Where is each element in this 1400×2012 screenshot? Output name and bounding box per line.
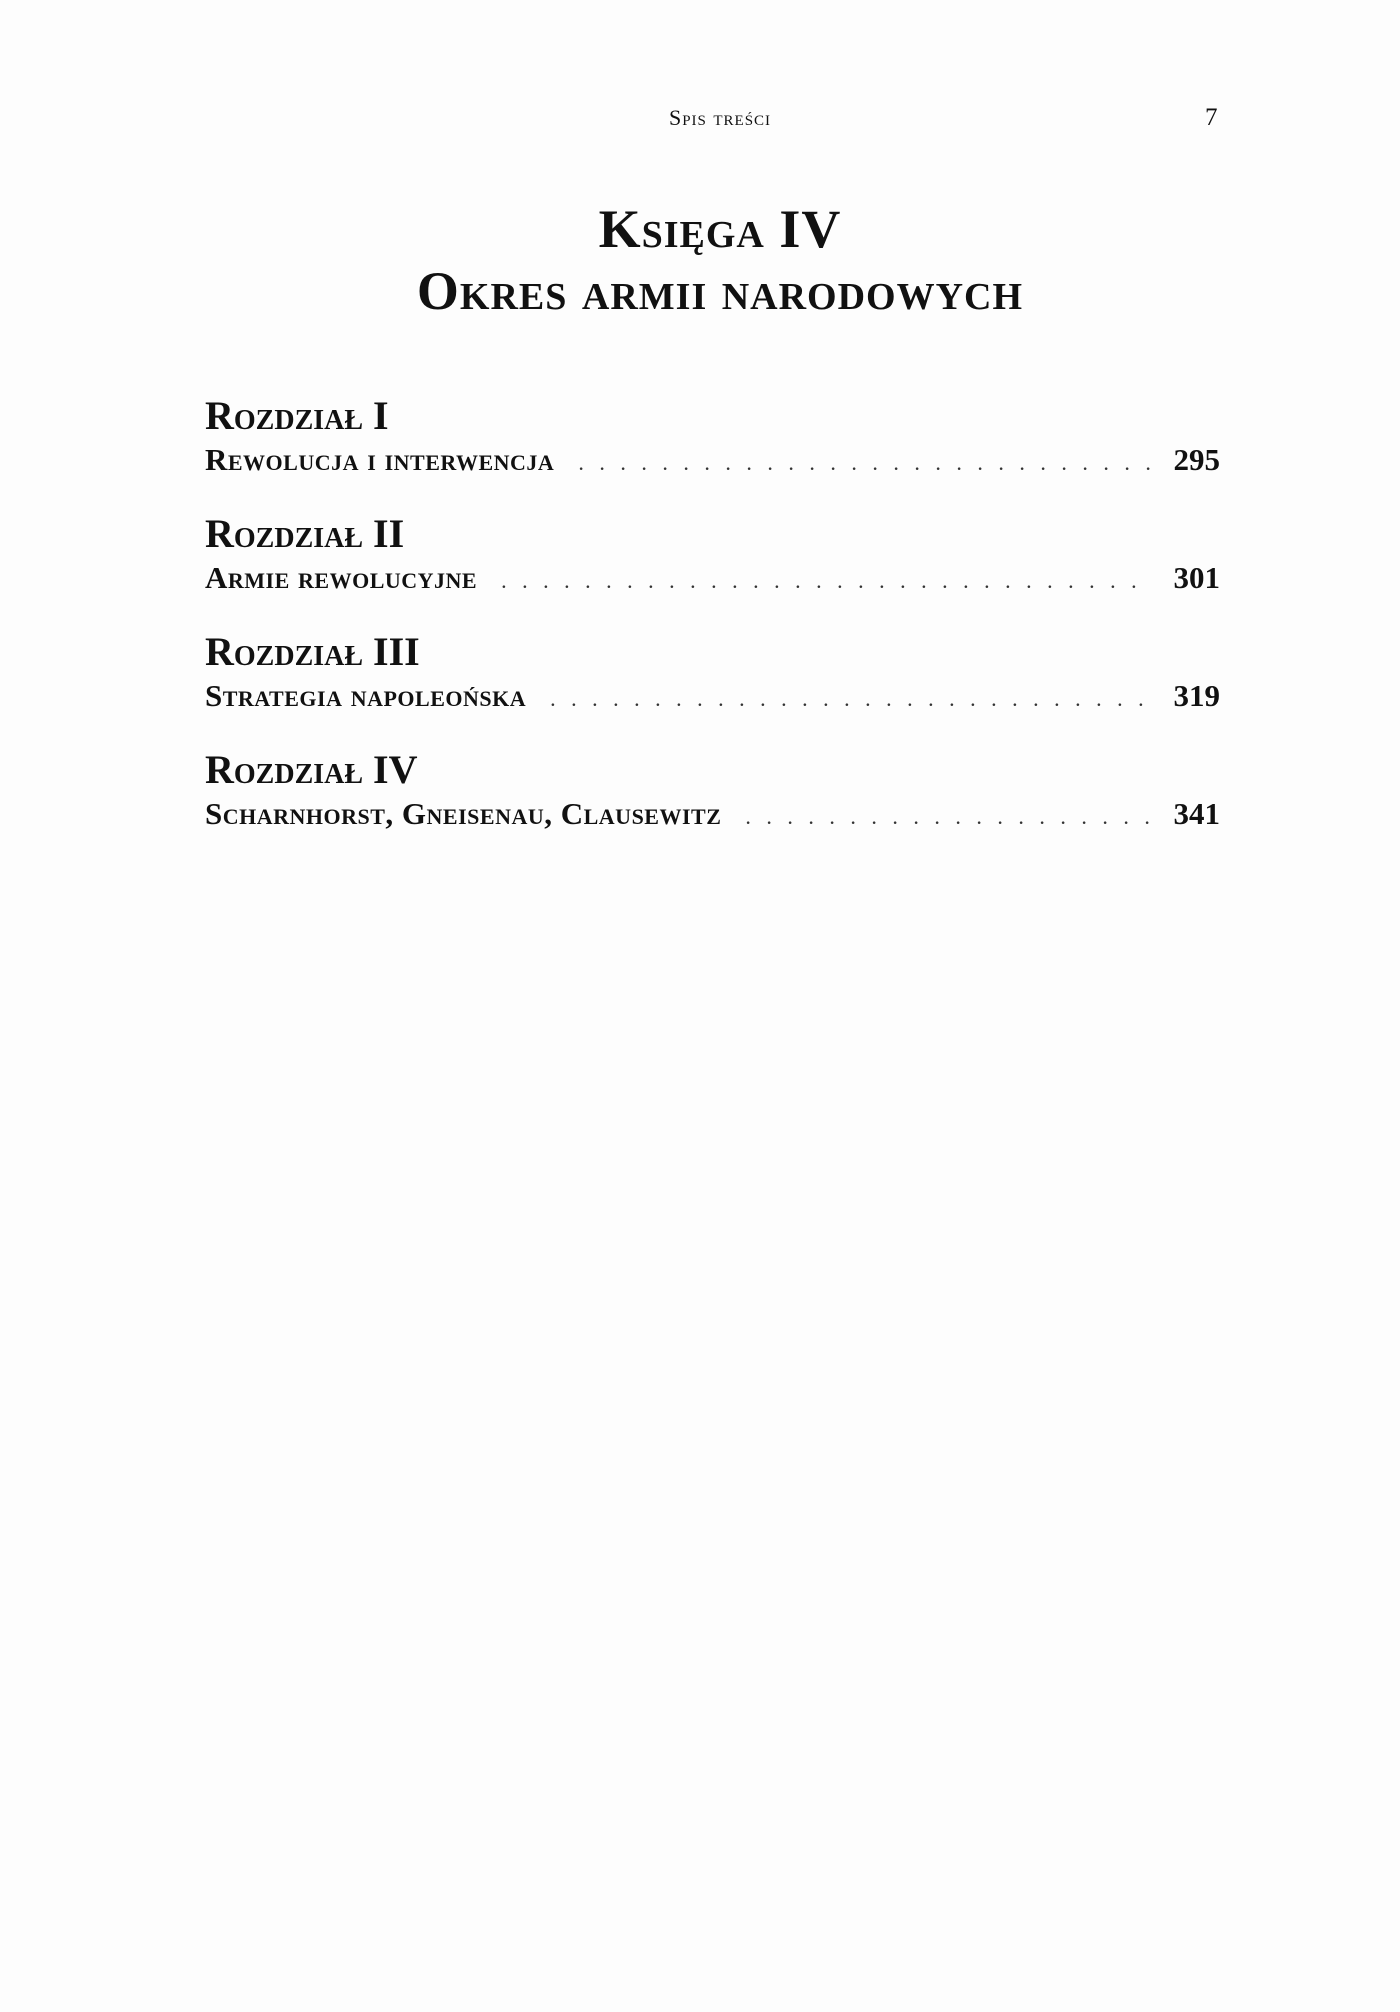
chapter-title: Strategia napoleońska	[205, 678, 527, 713]
toc-entry-row	[205, 558, 1220, 601]
chapter-title: Armie rewolucyjne	[205, 560, 478, 595]
running-header	[0, 100, 1400, 136]
toc-entry	[205, 392, 1220, 483]
toc-entry	[205, 746, 1220, 837]
chapter-title: Rewolucja i interwencja	[205, 442, 555, 477]
chapter-page-number: 301	[1173, 560, 1220, 595]
toc-entry-row	[205, 440, 1220, 483]
table-of-contents	[205, 392, 1220, 864]
dot-leader	[550, 679, 1151, 719]
dot-leader	[578, 443, 1151, 483]
chapter-page-number: 319	[1173, 678, 1220, 713]
running-header-title: Spis treści	[668, 105, 772, 130]
book-heading	[0, 198, 1400, 322]
book-title: Okres armii narodowych	[416, 261, 1024, 321]
toc-entry	[205, 510, 1220, 601]
chapter-title: Scharnhorst, Gneisenau, Clausewitz	[205, 796, 722, 831]
toc-entry	[205, 628, 1220, 719]
chapter-page-number: 341	[1173, 796, 1220, 831]
toc-entry-row	[205, 676, 1220, 719]
dot-leader	[501, 561, 1151, 601]
chapter-page-number: 295	[1173, 442, 1220, 477]
chapter-label: Rozdział IV	[205, 747, 418, 792]
chapter-label: Rozdział I	[205, 393, 389, 438]
chapter-label: Rozdział III	[205, 629, 420, 674]
page-number: 7	[1205, 104, 1218, 131]
dot-leader	[745, 797, 1151, 837]
book-label: Księga IV	[598, 199, 842, 259]
chapter-label: Rozdział II	[205, 511, 405, 556]
toc-entry-row	[205, 794, 1220, 837]
